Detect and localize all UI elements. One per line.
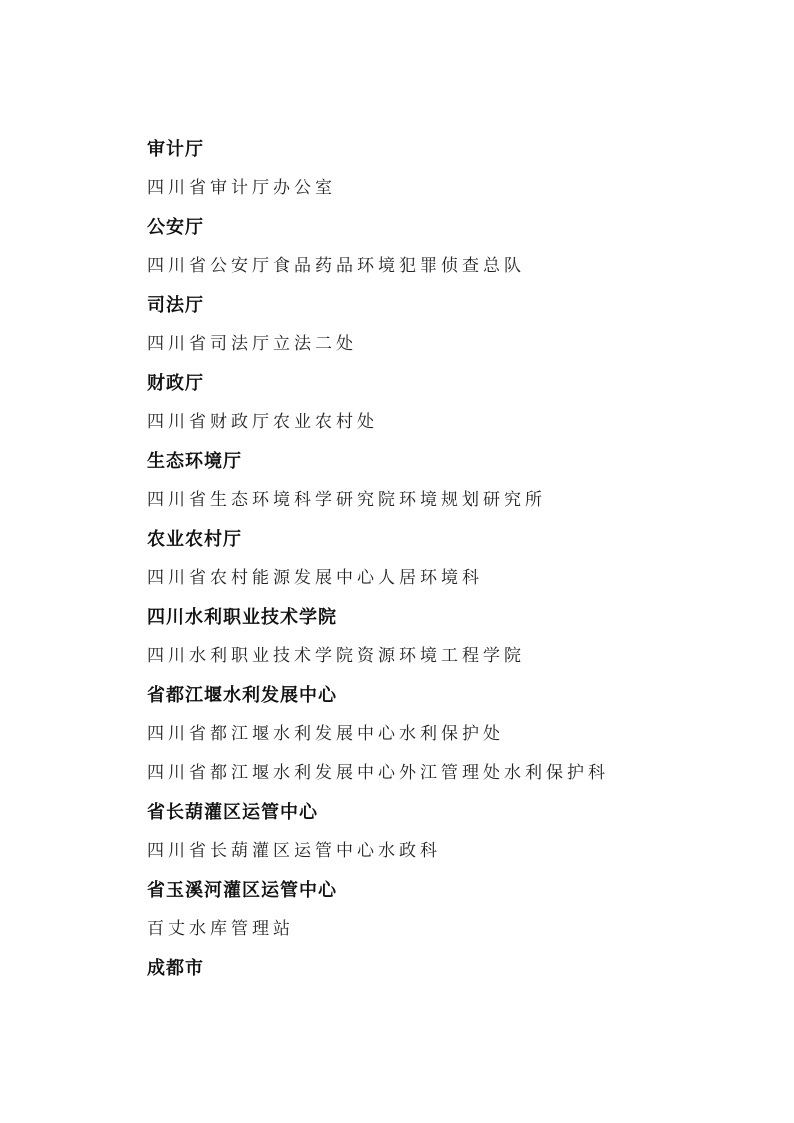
unit-entry: 四川省司法厅立法二处 [147,334,357,354]
department-heading: 公安厅 [147,217,204,238]
department-heading: 省长葫灌区运管中心 [147,802,318,823]
document-body [147,130,747,988]
department-heading: 省都江堰水利发展中心 [147,685,337,706]
unit-entry: 四川省公安厅食品药品环境犯罪侦查总队 [147,256,525,276]
department-heading: 四川水利职业技术学院 [147,607,337,628]
department-heading: 农业农村厅 [147,529,242,550]
department-heading: 财政厅 [147,373,204,394]
unit-entry: 四川水利职业技术学院资源环境工程学院 [147,646,525,666]
unit-entry: 四川省农村能源发展中心人居环境科 [147,568,483,588]
department-heading: 司法厅 [147,295,204,316]
department-heading: 成都市 [147,958,204,979]
unit-entry: 百丈水库管理站 [147,919,294,939]
department-heading: 审计厅 [147,139,204,160]
department-heading: 生态环境厅 [147,451,242,472]
unit-entry: 四川省审计厅办公室 [147,178,336,198]
unit-entry: 四川省都江堰水利发展中心外江管理处水利保护科 [147,763,609,783]
unit-entry: 四川省长葫灌区运管中心水政科 [147,841,441,861]
department-heading: 省玉溪河灌区运管中心 [147,880,337,901]
unit-entry: 四川省都江堰水利发展中心水利保护处 [147,724,504,744]
unit-entry: 四川省财政厅农业农村处 [147,412,378,432]
unit-entry: 四川省生态环境科学研究院环境规划研究所 [147,490,546,510]
